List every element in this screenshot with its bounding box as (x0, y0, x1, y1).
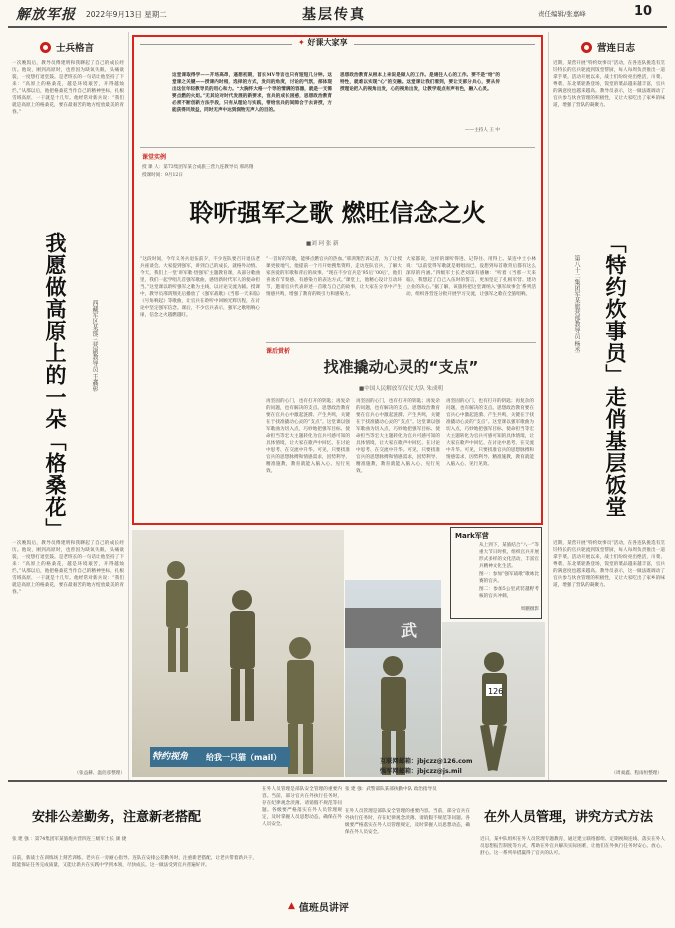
analysis-body-mid: 再坚固的心门，也有打开的钥匙；再复杂的问题，也有解决的支点。思想政治教育要在官兵心中激起涟漪、产生共鸣，关键在于找准撬动心灵的“支点”。这堂课以强军歌曲为切入点，巧妙地把强军目标、使命担当等宏大主题转化为官兵可感可知的具体情境，让大家在歌声中回忆、在讨论中思考、在交流中升华。可见，只要找准官兵的思想脉搏和情感需求，因势利导、精准施教，教育就能入脑入心、见行见效。 (356, 399, 440, 474)
feature-title: 聆听强军之歌 燃旺信念之火 (189, 199, 486, 227)
left-vertical-title: 我愿做高原上的一朵「格桑花」 (43, 232, 67, 540)
bottom-center-body: 在外人员管理是部队安全管理的重要内容。当前，部分官兵在外执行任务时，存在纪律观念淡薄、请销假不规范等问题。各级要严格落实在外人员管理规定，及时掌握人员思想动态，确保在外人员安全。 (262, 787, 342, 827)
left-upper-text: 一次晚饭后，教导员傅建明和我聊起了自己的成长经历。他说，刚到高原时，也曾因为缺氧失眠、头痛欲裂，一度想打退堂鼓。是老班长的一句话让他坚持了下来：“高原上的格桑花，越是环境艰苦，开得越灿烂。”从那以后，他把格桑花当作自己的精神坐标，扎根雪域高原，一干就是十几年。他经常对新兵说：“我们就是高原上的格桑花，要在最艰苦的地方绽放最美的青春。” (12, 61, 124, 115)
mark-box-text3: 图二：参加5公里武装越野考核的官兵冲刺。 (479, 587, 539, 599)
bottom-left-author: 张 建 强 ：第74集团军某旅炮兵营四连三级军士长 颜 捷 (12, 837, 127, 842)
left-lower-text: 一次晚饭后，教导员傅建明和我聊起了自己的成长经历。他说，刚到高原时，也曾因为缺氧失眠、头痛欲裂，一度想打退堂鼓。是老班长的一句话让他坚持了下来：“高原上的格桑花，越是环境艰苦，开得越灿烂。”从那以后，他把格桑花当作自己的精神坐标，扎根雪域高原，一干就是十几年。他经常对新兵说：“我们就是高原上的格桑花，要在最艰苦的地方绽放最美的青春。” (12, 541, 124, 595)
bottom-rule (8, 780, 667, 782)
soldier-figure (166, 561, 188, 672)
analysis-body-right: 再坚固的心门，也有打开的钥匙；再复杂的问题，也有解决的支点。思想政治教育要在官兵心中激起涟漪、产生共鸣，关键在于找准撬动心灵的“支点”。这堂课以强军歌曲为切入点，巧妙地把强军目标、使命担当等宏大主题转化为官兵可感可知的具体情境，让大家在歌声中回忆、在讨论中思考、在交流中升华。可见，只要找准官兵的思想脉搏和情感需求，因势利导、精准施教，教育就能入脑入心、见行见效。 (446, 399, 534, 467)
issue-date: 2022年9月13日 星期二 (86, 10, 167, 19)
bottom-left-body: 日前，新战士在训练场上刻苦训练，老兵在一旁耐心指导。连队在安排公差勤务时，注重新老搭配，让老兵带着新兵干，既能保证任务完成质量，又能让新兵在实践中学到本领，尽快成长。这一做法受到官兵普遍好评。 (12, 856, 257, 868)
left-vertical-sub: 西藏军区某部三营副教导员 王鑫彰 (91, 300, 98, 392)
feature-author: ■刘 珂 张 新 (306, 241, 339, 247)
section-title: 基层传真 (302, 7, 366, 23)
soldiers-illustration (132, 530, 344, 777)
right-vertical-title: 「特约炊事员」走俏基层饭堂 (603, 232, 627, 518)
feature-box-label (292, 37, 354, 48)
soldier-figure (480, 652, 507, 771)
mark-box-text2: 图一：参加“强军战歌”歌咏比赛的官兵。 (479, 572, 539, 584)
page-number: 10 (634, 4, 653, 19)
feature-intro-right: 思想政治教育从根本上来说是做人的工作。是通往人心的工作。要不是“给”的特性，就难以实现“心”的交融。这堂课让我们看到，要让支部分兵心，要从传授理论把入的视角出发，心的视角出发，让教学观点有声有色，融入心灵。 (340, 73, 500, 92)
tank-illustration (345, 580, 441, 777)
feature-intro-sign: ——主持人 王 中 (464, 128, 500, 133)
page-editor: 责任编辑/张嘉峰 (538, 10, 586, 18)
duty-officer-label (288, 897, 388, 915)
soldier-photo-left (132, 530, 344, 777)
right-section-header (581, 40, 635, 54)
svg-text:126: 126 (488, 687, 504, 696)
runner-photo (442, 622, 545, 777)
right-lower-text: 近期，某营开展“特约炊事员”活动，在各连队挑选有烹饪特长的官兵轮流到饭堂帮厨，每人每周负责推出一道拿手菜。活动开展以来，战士们纷纷亮出绝活，川菜、粤菜、东北菜轮番登场，饭堂的菜品越来越丰富，官兵的满意度也越来越高。教导员表示，这一做法既调动了官兵参与伙食管理的积极性，又让大家吃出了家乡的味道，增强了营队的凝聚力。 (553, 541, 665, 588)
soldier-figure (287, 637, 314, 774)
right-upper-text: 近期，某营开展“特约炊事员”活动，在各连队挑选有烹饪特长的官兵轮流到饭堂帮厨，每人每周负责推出一道拿手菜。活动开展以来，战士们纷纷亮出绝活，川菜、粤菜、东北菜轮番登场，饭堂的菜品越来越丰富，官兵的满意度也越来越高。教导员表示，这一做法既调动了官兵参与伙食管理的积极性，又让大家吃出了家乡的味道，增强了营队的凝聚力。 (553, 61, 665, 108)
left-section-label: 士兵格言 (56, 43, 95, 54)
bullet-icon (40, 42, 51, 53)
masthead-rule (8, 26, 667, 28)
bottom-center-body-2: 在外人员管理是部队安全管理的重要内容。当前，部分官兵在外执行任务时，存在纪律观念淡薄、请销假不规范等问题。各级要严格落实在外人员管理规定，及时掌握人员思想动态，确保在外人员安全。 (345, 809, 470, 835)
internet-email[interactable]: 互联网邮箱：jbjczz@126.com (380, 758, 473, 765)
soldier-photo-center (345, 580, 441, 777)
mark-box (450, 527, 542, 619)
military-email[interactable]: 强军网邮箱：jbjczz@js.mil (380, 768, 462, 775)
right-section-label: 营连日志 (597, 43, 636, 54)
left-bottom-note: （张益赫、温佰彦整理） (74, 771, 125, 776)
left-divider (128, 32, 129, 782)
right-divider (548, 32, 549, 782)
masthead (0, 0, 675, 26)
feature-body-left: “这段时间，今年义务兵退伍前夕，不少连队要召开退伍老兵座谈会。大家提到强军，讲到自己的成长，就格外动情。今天，我们上一堂‘讲军歌·悟强军’主题教育课，从部分歌曲里，我们一起学唱几首强军歌曲，感悟新时代军人的使命担当。”这堂课以聆听强军之歌为主线，以讨论交流为辅。授课中，教导员邢鸿翔先后播放了《强军战歌》《当那一天来临》《号角响起》等歌曲，让官兵在聆听中回顾光辉历程，在讨论中坚定强军信念。课后，不少官兵表示，强军之歌唱响心扉，信念之火越燃越旺。 (140, 257, 260, 318)
mark-box-text1: 从上到下，某旅结合“八一”等重大节日时机，组织官兵开展形式多样的文化活动，丰富官兵精神文化生活。 (479, 543, 539, 569)
bottom-right-body: 近日，某中队组织在外人员管理专题教育，通过建立联络群组、定期视频连线、落实在外人员思想报告制度等方式，帮助在外官兵解决实际困难，让他们在外执行任务时安心、放心、舒心。这一系列举措赢得了官兵的认可。 (480, 837, 665, 856)
bottom-right-title: 在外人员管理，讲究方式方法 (484, 810, 654, 825)
analysis-author: ■中国人民解放军仪仗大队 朱成明 (359, 386, 443, 392)
soldier-figure (230, 590, 255, 721)
caption-section-title: 特约视角 (152, 752, 189, 762)
svg-text:武: 武 (401, 621, 418, 640)
left-section-header (40, 40, 94, 54)
lesson-speaker: 授 课 人：第73集团军某合成旅三营九连教导员 邢鸿翔 (142, 165, 254, 170)
armored-vehicle (345, 608, 441, 648)
right-bottom-note: （周昶鑫、程雨恒整理） (611, 771, 662, 776)
mark-box-author: 周鹏摄影 (520, 607, 539, 612)
feature-body-right: 大家都说，这样的课听得进、记得住、用得上。某连中士小林说：“以前觉得军歌就是唱唱而已，没想到每首歌背后都有这么深厚的内涵。”四级军士长老刘深有感触：“听着《当那一天来临》，我想起了自己入伍时的誓言，更加坚定了扎根军营、建功立业的决心。”据了解，该旅将把这堂课纳入‘强军故事会’系列活动，组织各营连分批开展学习交流，让强军之歌在全旅唱响。 (406, 257, 536, 297)
bottom-center-author: 张 建 强：武警部队某部执勤中队 政治指导员 (345, 787, 437, 792)
mark-box-title: Mark军营 (455, 532, 489, 540)
right-vertical-sub: 第八十二集团军某旅营部教导员 杨丞 (573, 255, 580, 353)
runner-illustration (442, 622, 545, 777)
analysis-tag: 课后赏析 (266, 348, 291, 355)
analysis-body-left: 再坚固的心门，也有打开的钥匙；再复杂的问题，也有解决的支点。思想政治教育要在官兵心中激起涟漪、产生共鸣，关键在于找准撬动心灵的“支点”。这堂课以强军歌曲为切入点，巧妙地把强军目标、使命担当等宏大主题转化为官兵可感可知的具体情境，让大家在歌声中回忆、在讨论中思考、在交流中升华。可见，只要找准官兵的思想脉搏和情感需求，因势利导、精准施教，教育就能入脑入心、见行见效。 (266, 399, 350, 474)
duty-officer-label-text: 值班员讲评 (298, 902, 349, 914)
lesson-date: 授课时间：9月12日 (142, 173, 183, 178)
star-icon: ✦ (298, 38, 308, 47)
feature-box-label-text: 好课大家享 (307, 38, 348, 47)
bullet-icon (581, 42, 592, 53)
newspaper-logo: 解放军报 (16, 7, 76, 23)
analysis-rule (266, 342, 536, 343)
triangle-icon: ▲ (288, 901, 295, 911)
feature-body-mid: “一首好的军歌，能够点燃官兵的热血。”邢鸿翔告诉记者，为了让授课更接地气，他提前一个月开始搜集资料，走访连队官兵，了解大家喜爱的军歌和背后的故事。“现在不少官兵是‘95后’‘00后’，他们喜欢有节奏感、有感染力的表达方式。”课堂上，他精心设计互动环节，邀请官兵代表讲述一首歌与自己的故事，让大家在分享中产生情感共鸣，增强了教育的吸引力和感染力。 (266, 257, 402, 297)
analysis-subtitle: 找准撬动心灵的“支点” (323, 358, 479, 376)
caption-slogan: 给我一只猫（mail） (206, 753, 282, 762)
feature-divider (140, 147, 535, 148)
feature-intro-left: 这堂课取得学——开场高昂，遥想初期，首长MV导言也只有短短几分钟。这堂课之关键——授课内时相，选择的方式，发问的角度，讨论的气氛，部体现出这位年轻教导员的用心和力。“大胸怀大格一个导的情满的容器，就是一支需要点燃的火炬。”无其论对时代发展的新要求，官兵的成长困惑，思想政治教育必须不断创新方法手段，只有从理论与实践，带给官兵的间隙合于去讲授，方能获得风效益，同时无声中达到润物无声入的目的。 (172, 73, 332, 113)
bottom-left-title: 安排公差勤务，注意新老搭配 (32, 810, 202, 825)
lesson-tag: 课堂实例 (142, 154, 167, 161)
